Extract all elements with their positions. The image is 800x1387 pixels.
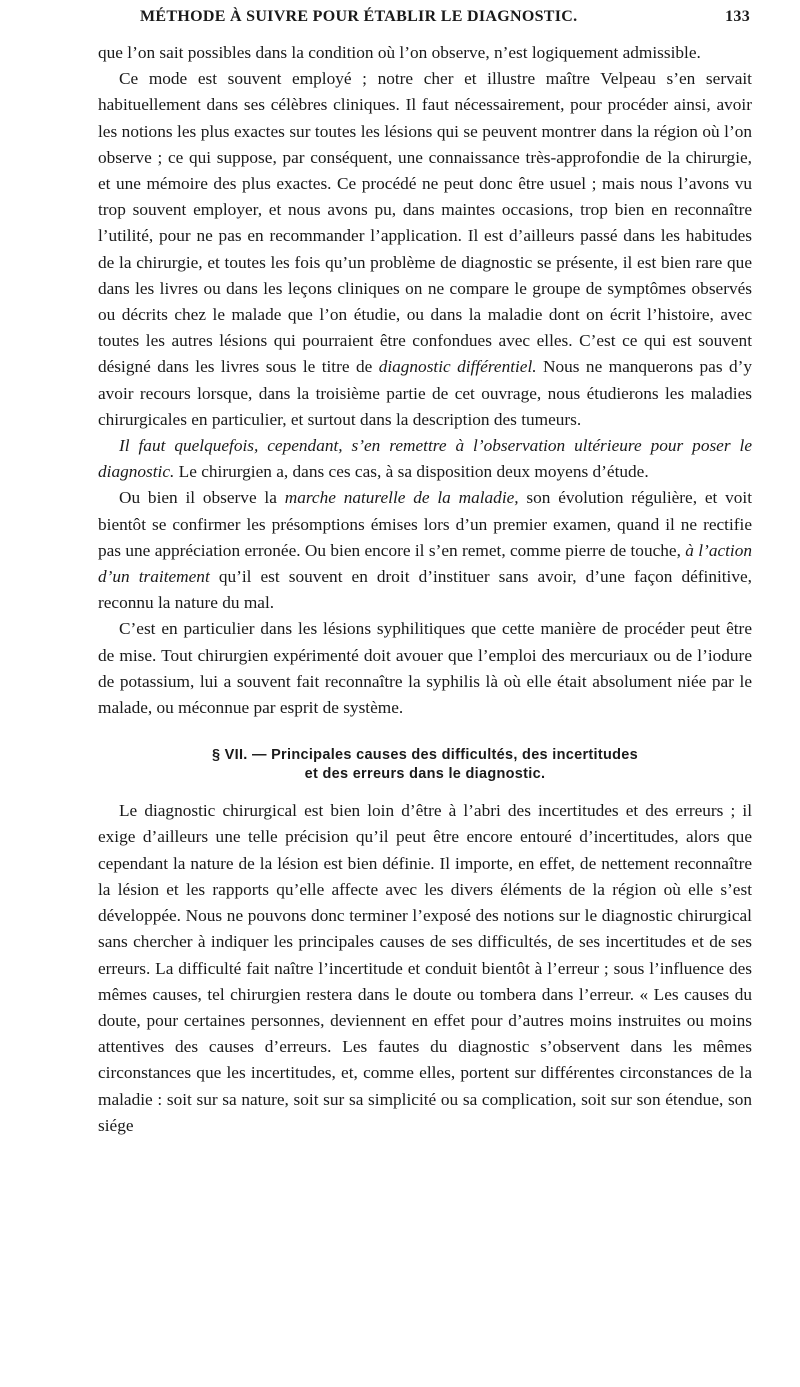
- paragraph-later-observation: [98, 433, 752, 485]
- term-natural-course: marche naturelle de la maladie,: [284, 488, 519, 508]
- section-heading-line-2: et des erreurs dans le diagnostic.: [304, 766, 546, 783]
- paragraph-text: son évolution régulière, et voit bientôt se confirmer les présomptions émises lors d’un premier examen, quand il ne rectifie pas une appréciation erronée. Ou bien encore il s’en remet, comme pierre de touche,: [98, 488, 752, 560]
- paragraph-difficulties: [98, 798, 752, 1139]
- body-text: [98, 40, 752, 1139]
- term-differential-diagnosis: diagnostic différentiel.: [378, 357, 537, 377]
- paragraph-velpeau-method: [98, 66, 752, 433]
- term-treatment-action: à l’action d’un traitement: [98, 540, 753, 587]
- paragraph-text: Ce mode est souvent employé ; notre cher et illustre maître Velpeau s’en servait habituellement dans ses célèbres cliniques. Il faut nécessairement, pour procéder ainsi, avoir les notions les plus exactes sur toutes les lésions qui se peuvent montrer dans la région où l’on observe ; ce qui suppose, par conséquent, une connaissance très-approfondie de la chirurgie, et une mémoire des plus exactes. Ce procédé ne peut donc être usuel ; mais nous l’avons vu trop souvent employer, et nous avons pu, dans maintes occasions, trop bien en reconnaître l’utilité, pour ne pas en recommander l’application. Il est d’ailleurs passé dans les habitudes de la chirurgie, et toutes les fois qu’un problème de diagnostic se présente, il est bien rare que dans les livres ou dans les leçons cliniques on ne compare le groupe de symptômes observés ou décrits chez le malade que l’on étudie, ou dans la maladie dont on écrit l’histoire, avec toutes les autres lésions qui pourraient être confondues avec elles. C’est ce qui est souvent désigné dans les livres sous le titre de: [98, 69, 752, 377]
- page-number: 133: [725, 8, 750, 25]
- paragraph-text: Le diagnostic chirurgical est bien loin d’être à l’abri des incertitudes et des erreurs ; il exige d’ailleurs une telle précision qu’il peut être encore entouré d’incertitudes, alors que cependant la nature de la lésion est bien définie. Il importe, en effet, de nettement reconnaître la lésion et les rapports qu’elle affecte avec les divers éléments de la région où elle s’est développée. Nous ne pouvons donc terminer l’exposé des notions sur le diagnostic chirurgical sans chercher à indiquer les principales causes de ses difficultés, de ses incertitudes et de ses erreurs. La difficulté fait naître l’incertitude et conduit bientôt à l’erreur ; sous l’influence des mêmes causes, tel chirurgien restera dans le doute ou tombera dans l’erreur. « Les causes du doute, pour certaines personnes, deviennent en effet pour d’autres moins instruites ou moins attentives des causes d’erreurs. Les fautes du diagnostic s’observent dans les mêmes circonstances que les incertitudes, et, comme elles, portent sur différentes circonstances de la maladie : soit sur sa nature, soit sur sa simplicité ou sa complication, soit sur son étendue, son siége: [98, 801, 752, 1135]
- running-title: MÉTHODE À SUIVRE POUR ÉTABLIR LE DIAGNOSTIC.: [140, 8, 578, 25]
- paragraph-continuation: [98, 40, 752, 66]
- paragraph-text: qu’il est souvent en droit d’instituer sans avoir, d’une façon définitive, reconnu la nature du mal.: [98, 567, 752, 613]
- section-heading: [98, 746, 752, 784]
- paragraph-text: que l’on sait possibles dans la condition où l’on observe, n’est logiquement admissible.: [98, 43, 701, 62]
- paragraph-two-means: [98, 485, 752, 616]
- paragraph-text: Le chirurgien a, dans ces cas, à sa disposition deux moyens d’étude.: [178, 462, 649, 482]
- running-header: [100, 6, 750, 32]
- italic-sentence: Il faut quelquefois, cependant, s’en remettre à l’observation ultérieure pour poser le diagnostic.: [98, 436, 752, 482]
- section-heading-line-1: § VII. — Principales causes des difficultés, des incertitudes: [211, 747, 639, 764]
- paragraph-text: C’est en particulier dans les lésions syphilitiques que cette manière de procéder peut être de mise. Tout chirurgien expérimenté doit avouer que l’emploi des mercuriaux ou de l’iodure de potassium, lui a souvent fait reconnaître la syphilis là où elle était absolument niée par le malade, ou méconnue par esprit de système.: [98, 619, 752, 718]
- paragraph-text: Nous ne manquerons pas d’y avoir recours lorsque, dans la troisième partie de cet ouvrage, nous étudierons les maladies chirurgicales en particulier, et surtout dans la description des tumeurs.: [98, 357, 753, 429]
- paragraph-syphilis: [98, 616, 752, 721]
- paragraph-text: Ou bien il observe la: [119, 488, 277, 508]
